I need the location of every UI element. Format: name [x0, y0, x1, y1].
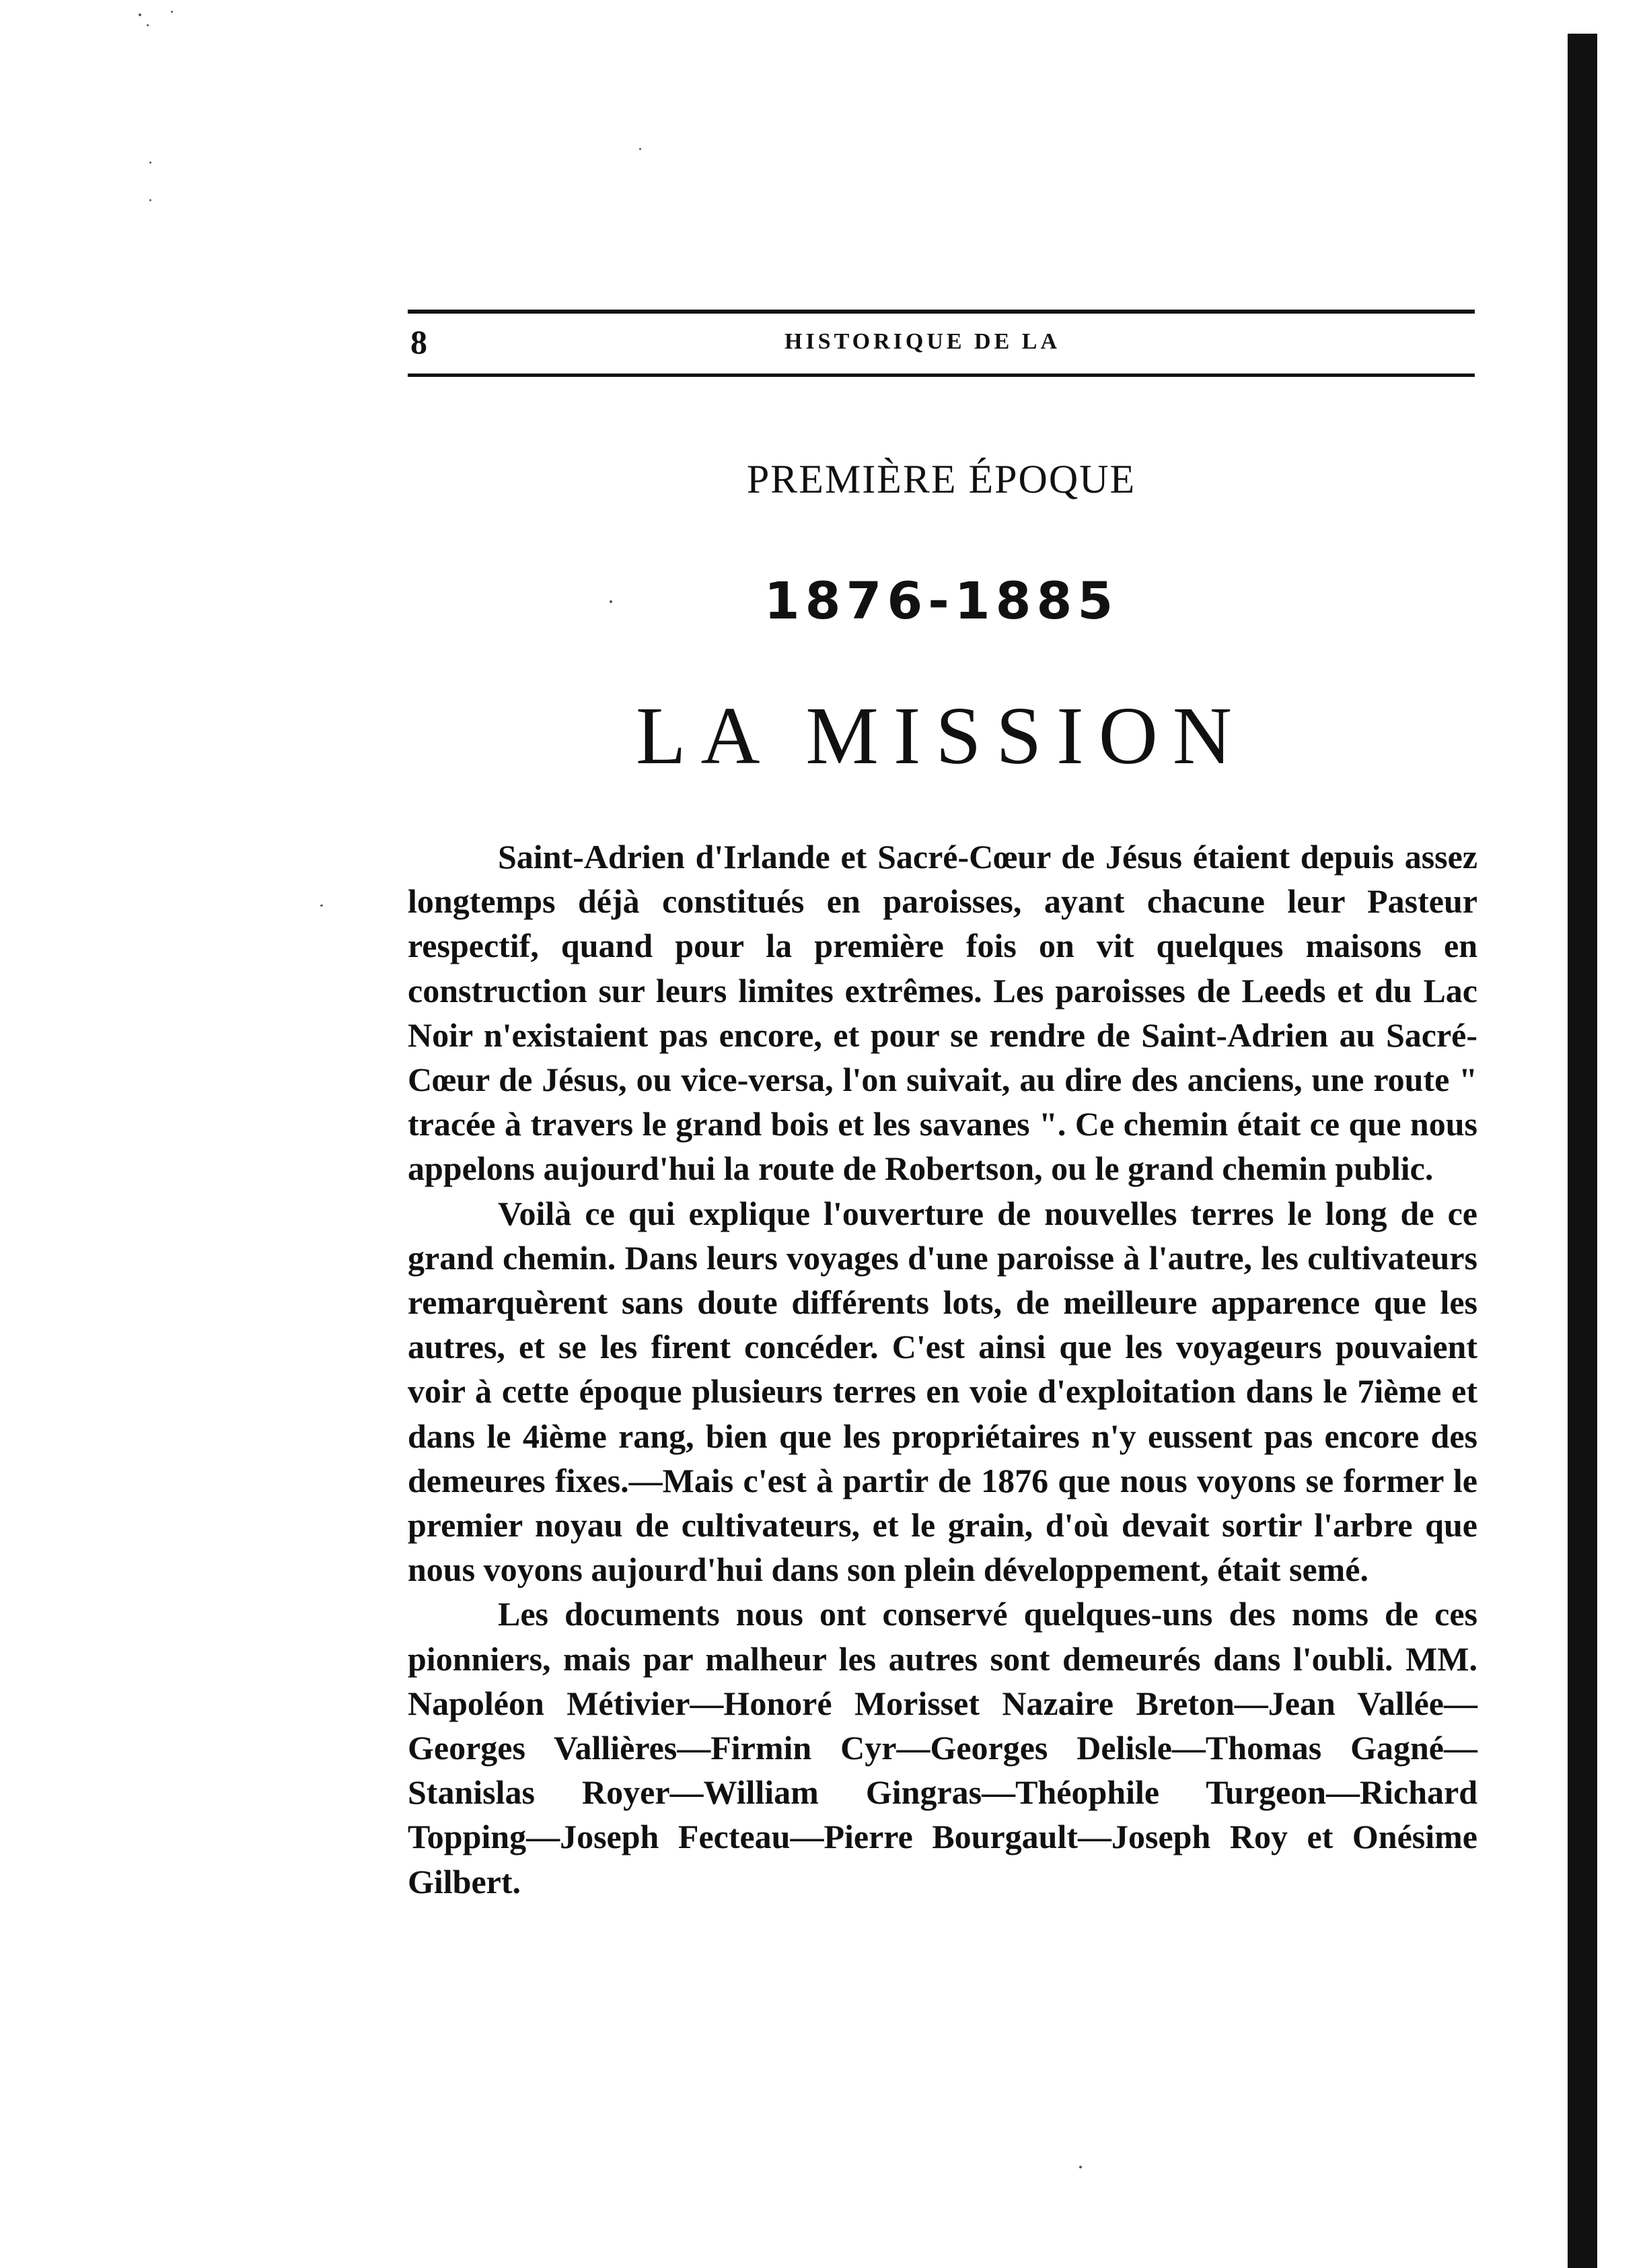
- paragraph: Voilà ce qui explique l'ouverture de nouvelles terres le long de ce grand chemin. Dans leurs voyages d'une paroisse à l'autre, les cultivateurs remarquèrent sans doute différents lots, de meilleure apparence que les autres, et se les firent concéder. C'est ainsi que les voyageurs pouvaient voir à cette époque plusieurs terres en voie d'exploitation dans le 7ième et dans le 4ième rang, bien que les propriétaires n'y eussent pas encore des demeures fixes.—Mais c'est à partir de 1876 que nous voyons se former le premier noyau de cultivateurs, et le grain, d'où devait sortir l'arbre que nous voyons aujourd'hui dans son plein développement, était semé.: [408, 1194, 1477, 1589]
- header-rule-bottom: [408, 374, 1475, 377]
- scan-speck: [149, 162, 151, 164]
- scan-speck: [1079, 2166, 1082, 2168]
- header-rule-top: [408, 310, 1475, 314]
- page-number: 8: [410, 323, 427, 361]
- body-text: [408, 835, 1477, 1904]
- scan-speck: [149, 199, 151, 201]
- section-years: 1876-1885: [764, 571, 1119, 631]
- scan-speck: [147, 24, 149, 26]
- binding-edge: [1568, 34, 1597, 2268]
- chapter-title: LA MISSION: [635, 690, 1247, 781]
- paragraph: Les documents nous ont conservé quelques-uns des noms de ces pionniers, mais par malheur les autres sont demeurés dans l'oubli. MM. Napoléon Métivier—Honoré Morisset Nazaire Breton—Jean Vallée—Georges Vallières—Firmin Cyr—Georges Delisle—Thomas Gagné—Stanislas Royer—William Gingras—Théophile Turgeon—Richard Topping—Joseph Fecteau—Pierre Bourgault—Joseph Roy et Onésime Gilbert.: [408, 1595, 1477, 1901]
- scan-speck: [171, 11, 173, 13]
- section-label: PREMIÈRE ÉPOQUE: [746, 457, 1136, 501]
- scan-speck: [320, 905, 323, 907]
- scan-speck: [139, 13, 141, 16]
- running-head: HISTORIQUE DE LA: [784, 329, 1061, 354]
- paragraph: Saint-Adrien d'Irlande et Sacré-Cœur de Jésus étaient depuis assez longtemps déjà constitués en paroisses, ayant chacune leur Pasteur respectif, quand pour la première fois on vit quelques maisons en construction sur leurs limites extrêmes. Les paroisses de Leeds et du Lac Noir n'existaient pas encore, et pour se rendre de Saint-Adrien au Sacré-Cœur de Jésus, ou vice-versa, l'on suivait, au dire des anciens, une route " tracée à travers le grand bois et les savanes ". Ce chemin était ce que nous appelons aujourd'hui la route de Robertson, ou le grand chemin public.: [408, 838, 1477, 1188]
- page-header: [408, 322, 1475, 362]
- scan-speck: [639, 148, 641, 150]
